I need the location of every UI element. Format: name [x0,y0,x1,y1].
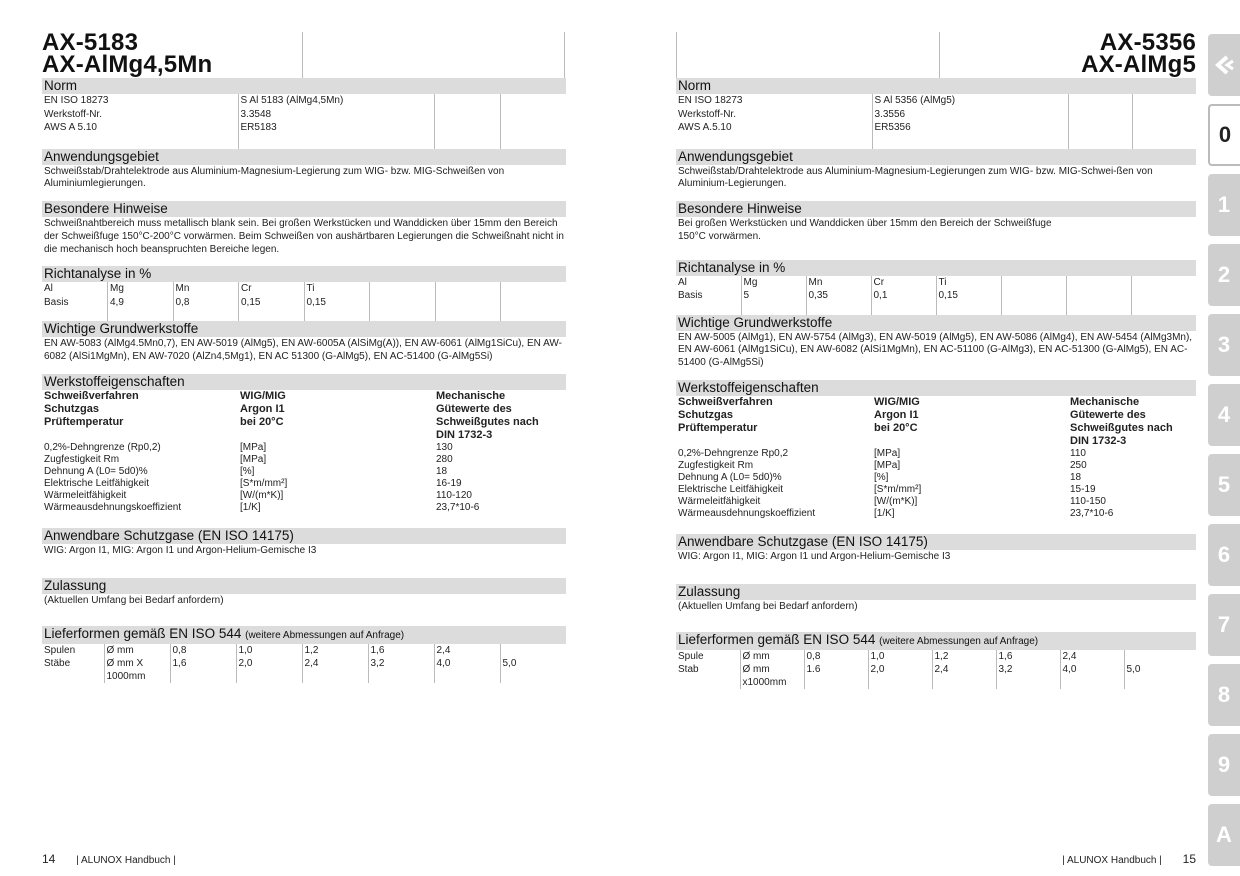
prop-label: Wärmeleitfähigkeit [678,496,761,508]
chapter-tab-label: 9 [1217,752,1231,777]
element-label: Mn [806,276,871,290]
section-heading: Wichtige Grundwerkstoffe [42,321,566,337]
prop-value: 130 [436,442,453,454]
chapter-tab-label: 7 [1217,612,1231,637]
section-text: Schweißstab/Drahtelektrode aus Aluminium-Magnesium-Legierungen zum WIG- bzw. MIG-Schwei-ßen von Aluminium-Legierungen. [678,165,1153,190]
prop-head: Gütewerte des [1070,409,1146,422]
prop-label: Wärmeleitfähigkeit [44,490,127,502]
prop-head: WIG/MIG [240,390,286,403]
chapter-tab-9[interactable] [1208,734,1240,796]
section-anwendungsgebiet [42,149,566,202]
table-row [676,121,1196,135]
table-row [676,289,1196,303]
prop-label: Dehnung A (L0= 5d0)% [44,466,148,478]
section-text: WIG: Argon I1, MIG: Argon I1 und Argon-Helium-Gemische I3 [678,551,951,563]
title-line-1: AX-5183 [42,29,139,56]
chapter-tab-5[interactable] [1208,454,1240,516]
product-title [676,29,1196,78]
prop-label: Zugfestigkeit Rm [44,454,120,466]
footer-text: | ALUNOX Handbuch | [1062,855,1162,866]
title-line-1: AX-5356 [1099,29,1196,56]
cell: 2,4 [434,644,500,658]
element-value: 4,9 [108,296,174,310]
norm-value: ER5183 [238,121,434,135]
norm-label: Werkstoff-Nr. [678,108,736,120]
prop-label: 0,2%-Dehngrenze Rp0,2 [678,448,789,460]
prop-value: 18 [1070,472,1082,484]
prop-unit: [MPa] [874,448,901,460]
table-row [42,502,566,514]
prop-head: WIG/MIG [874,396,920,409]
chapter-tab-label: 1 [1217,192,1231,217]
chapter-tab-label: 2 [1217,262,1231,287]
cell: 0,8 [804,650,868,664]
delivery-table [42,644,566,684]
heading-note: (weitere Abmessungen auf Anfrage) [879,635,1039,647]
norm-label: Werkstoff-Nr. [44,108,102,120]
page-number: 14 [42,852,56,866]
table-row [676,496,1196,508]
prop-head: Schweißgutes nach [1070,422,1173,435]
section-anwendungsgebiet [676,149,1196,202]
chapter-tab-label: 6 [1217,542,1231,567]
prop-label: Zugfestigkeit Rm [678,460,754,472]
section-lieferformen [676,632,1196,690]
prop-value: 15-19 [1070,484,1096,496]
section-heading: Wichtige Grundwerkstoffe [676,315,1196,331]
heading-main: Lieferformen gemäß EN ISO 544 [678,631,876,647]
element-label: Cr [239,282,305,296]
section-text: EN AW-5005 (AlMg1), EN AW-5754 (AlMg3), EN AW-5019 (AlMg5), EN AW-5086 (AlMg4), EN AW-5454 (AlMg3Mn), EN AW-6061 (AlMg1SiCu), EN AW-6082 (AlSi1MgMn), EN AC-51100 (G-AlMg3), EN AC-51300 (G-AlMg5), EN AC-51400 (G-AlMg5Si) [678,331,1193,369]
section-schutzgase [676,534,1196,584]
section-text: Bei großen Werkstücken und Wanddicken über 15mm den Bereich der Schweißfuge 150°C vorwärmen. [678,218,1052,242]
element-label: Mg [108,282,174,296]
chapter-tab-8[interactable] [1208,664,1240,726]
table-row [676,663,1196,689]
footer-text: | ALUNOX Handbuch | [76,855,176,866]
cell: 1,0 [236,644,302,658]
section-text: Schweißstab/Drahtelektrode aus Aluminium-Magnesium-Legierung zum WIG- bzw. MIG-Schweißen von Aluminiumlegierungen. [44,165,505,190]
analysis-table [42,282,566,321]
prop-head: Schweißverfahren [678,396,773,409]
norm-table [676,94,1196,149]
cell: 4,0 [1060,663,1124,689]
left-page [42,0,566,876]
prop-label: 0,2%-Dehngrenze (Rp0,2) [44,442,161,454]
table-row [676,94,1196,108]
section-heading: Anwendungsgebiet [676,149,1196,165]
element-label: Ti [936,276,1001,290]
cell: Stab [678,664,699,676]
table-row [42,94,566,108]
right-page [676,0,1196,876]
norm-label: EN ISO 18273 [678,95,743,106]
section-richtanalyse [42,266,566,321]
table-row [676,508,1196,520]
section-richtanalyse [676,260,1196,315]
table-row [676,108,1196,122]
section-heading: Besondere Hinweise [676,201,1196,217]
section-heading: Anwendbare Schutzgase (EN ISO 14175) [42,528,566,544]
cell: Ø mm x1000mm [740,663,804,689]
chapter-tab-2[interactable] [1208,244,1240,306]
heading-main: Lieferformen gemäß EN ISO 544 [44,625,242,641]
prop-unit: [1/K] [874,508,895,520]
table-row [676,460,1196,472]
element-value: 0,1 [871,289,936,303]
prop-head: Schutzgas [678,409,734,422]
cell: 2,4 [302,657,368,683]
norm-label: AWS A.5.10 [678,122,732,133]
prop-head: Schweißgutes nach [436,416,539,429]
heading-note: (weitere Abmessungen auf Anfrage) [245,629,405,641]
prop-head: Prüftemperatur [678,422,758,435]
prop-label: Dehnung A (L0= 5d0)% [678,472,782,484]
section-heading: Richtanalyse in % [42,266,566,282]
section-werkstoffeigenschaften [42,374,566,528]
prop-value: 23,7*10-6 [1070,508,1114,520]
norm-value: 3.3556 [872,108,1068,122]
analysis-table [676,276,1196,315]
table-row [676,448,1196,460]
cell: Spulen [44,644,76,656]
title-line-2: AX-AlMg4,5Mn [42,51,213,78]
chapter-tab-label: 8 [1217,682,1231,707]
section-heading: Zulassung [676,584,1196,600]
norm-value: 3.3548 [238,108,434,122]
table-row [676,276,1196,290]
prop-head: DIN 1732-3 [436,429,493,442]
chapter-tab-3[interactable] [1208,314,1240,376]
chapter-tab-1[interactable] [1208,174,1240,236]
chapter-tab-7[interactable] [1208,594,1240,656]
table-row [676,396,1196,448]
section-werkstoffeigenschaften [676,380,1196,534]
cell: 3,2 [368,657,434,683]
cell: Ø mm [740,650,804,664]
cell: 2,4 [932,663,996,689]
norm-value: S Al 5356 (AlMg5) [872,94,1068,108]
properties-table [676,396,1196,520]
section-grundwerkstoffe [42,321,566,374]
cell: 2,4 [1060,650,1124,664]
section-schutzgase [42,528,566,578]
section-text: (Aktuellen Umfang bei Bedarf anfordern) [678,600,858,612]
table-row [42,490,566,502]
prop-value: 250 [1070,460,1087,472]
element-value: 0,35 [806,289,871,303]
prop-unit: [W/(m*K)] [240,490,284,502]
cell: 2,0 [236,657,302,683]
prop-value: 110 [1070,448,1086,460]
table-row [676,484,1196,496]
section-heading: Norm [676,78,1196,94]
cell: 1,0 [868,650,932,664]
prop-unit: [MPa] [240,442,267,454]
cell: 1.6 [804,663,868,689]
prop-head: Argon I1 [240,403,285,416]
prop-value: 16-19 [436,478,462,490]
element-label: Mn [173,282,239,296]
cell: Ø mm X 1000mm [104,657,170,683]
section-heading: Anwendbare Schutzgase (EN ISO 14175) [676,534,1196,550]
chapter-tab-6[interactable] [1208,524,1240,586]
footer-left [42,852,176,866]
cell: 0,8 [170,644,236,658]
prop-head: Mechanische [436,390,506,403]
prop-label: Elektrische Leitfähigkeit [678,484,784,496]
section-heading: Anwendungsgebiet [42,149,566,165]
cell [500,644,566,658]
prop-unit: [MPa] [240,454,267,466]
norm-table [42,94,566,149]
section-heading: Besondere Hinweise [42,201,566,217]
prop-value: 280 [436,454,453,466]
cell: 1,6 [368,644,434,658]
section-text: Schweißnahtbereich muss metallisch blank sein. Bei großen Werkstücken und Wanddicken über 15mm den Bereich der Schweißfuge 150°C-200°C vorwärmen. Beim Schweißen von aushärtbaren Legierungen die Schweißnaht nicht in die mechanisch hoch beanspruchten Bereiche legen. [44,218,564,255]
element-value: 0,15 [304,296,370,310]
cell: 5,0 [1124,663,1196,689]
element-label: Mg [741,276,806,290]
prop-label: Wärmeausdehnungskoeffizient [678,508,816,520]
chapter-tab-label: 4 [1217,402,1231,427]
chapter-tab-4[interactable] [1208,384,1240,446]
prop-value: 110-120 [436,490,472,502]
section-heading [42,626,566,644]
table-row [42,390,566,442]
table-row [42,108,566,122]
cell: 1,2 [932,650,996,664]
cell [1124,650,1196,664]
section-hinweise [676,201,1196,260]
element-value: 0,15 [239,296,305,310]
table-row [42,121,566,135]
table-row [42,454,566,466]
element-label: Al [678,276,687,288]
table-row [42,282,566,296]
section-text: WIG: Argon I1, MIG: Argon I1 und Argon-Helium-Gemische I3 [44,545,317,557]
chapter-tab-label: A [1216,822,1232,847]
section-text: EN AW-5083 (AlMg4.5Mn0,7), EN AW-5019 (AlMg5), EN AW-6005A (AlSiMg(A)), EN AW-6061 (AlMg1SiCu), EN AW-6082 (AlSi1MgMn), EN AW-7020 (AlZn4,5Mg1), EN AC 51300 (G-AlMg5), EN AC-51400 (G-AlMg5Si) [44,338,562,363]
prop-value: 18 [436,466,448,478]
delivery-table [676,650,1196,690]
section-hinweise [42,201,566,266]
prop-head: Schweißverfahren [44,390,139,403]
section-zulassung [676,584,1196,632]
prop-unit: [MPa] [874,460,901,472]
element-label: Al [44,283,53,295]
chapter-tabs [1208,0,1240,876]
section-heading: Richtanalyse in % [676,260,1196,276]
table-row [42,296,566,310]
prop-unit: [1/K] [240,502,261,514]
element-label: Ti [304,282,370,296]
cell: Ø mm [104,644,170,658]
prop-label: Elektrische Leitfähigkeit [44,478,150,490]
prop-unit: [%] [874,472,889,484]
table-row [42,466,566,478]
product-title [42,29,566,78]
section-norm [676,78,1196,149]
prop-head: Schutzgas [44,403,100,416]
prop-label: Wärmeausdehnungskoeffizient [44,502,182,514]
element-value: 0,15 [936,289,1001,303]
section-text: (Aktuellen Umfang bei Bedarf anfordern) [44,594,224,606]
prop-unit: [S*m/mm²] [874,484,922,496]
table-row [42,657,566,683]
section-heading: Zulassung [42,578,566,594]
section-zulassung [42,578,566,626]
table-row [42,442,566,454]
cell: 2,0 [868,663,932,689]
cell: 1,2 [302,644,368,658]
element-value: Basis [678,290,703,302]
title-line-2: AX-AlMg5 [1081,51,1196,78]
section-heading [676,632,1196,650]
element-label: Cr [871,276,936,290]
footer-right [1062,852,1196,866]
prop-head: bei 20°C [874,422,918,435]
chapter-tab-label: 5 [1217,472,1231,497]
prop-head: Prüftemperatur [44,416,124,429]
section-norm [42,78,566,149]
norm-label: AWS A 5.10 [44,122,97,133]
cell: 1,6 [996,650,1060,664]
prop-unit: [S*m/mm²] [240,478,288,490]
cell: Stäbe [44,658,71,670]
section-lieferformen [42,626,566,684]
cell: Spule [678,650,704,662]
norm-value: S Al 5183 (AlMg4,5Mn) [238,94,434,108]
chapter-tab-0[interactable] [1208,104,1240,166]
prop-head: Mechanische [1070,396,1140,409]
element-value: Basis [44,296,69,308]
section-heading: Werkstoffeigenschaften [676,380,1196,396]
chapter-tab-A[interactable] [1208,804,1240,866]
cell: 5,0 [500,657,566,683]
page-number: 15 [1182,852,1196,866]
chapter-tab-label: 0 [1218,122,1232,147]
table-row [42,644,566,658]
prop-value: 110-150 [1070,496,1106,508]
element-value: 0,8 [173,296,239,310]
cell: 4,0 [434,657,500,683]
norm-label: EN ISO 18273 [44,95,109,106]
prop-head: DIN 1732-3 [1070,435,1127,448]
prop-unit: [W/(m*K)] [874,496,918,508]
section-heading: Norm [42,78,566,94]
cell: 3,2 [996,663,1060,689]
prop-head: Argon I1 [874,409,919,422]
chapter-tab-label: 3 [1217,332,1231,357]
norm-value: ER5356 [872,121,1068,135]
table-row [676,650,1196,664]
table-row [676,472,1196,484]
prop-head: Gütewerte des [436,403,512,416]
prop-value: 23,7*10-6 [436,502,480,514]
properties-table [42,390,566,514]
prop-unit: [%] [240,466,255,478]
cell: 1,6 [170,657,236,683]
section-heading: Werkstoffeigenschaften [42,374,566,390]
section-grundwerkstoffe [676,315,1196,380]
element-value: 5 [741,289,806,303]
prop-head: bei 20°C [240,416,284,429]
table-row [42,478,566,490]
alunox-logo-icon [1208,34,1240,96]
